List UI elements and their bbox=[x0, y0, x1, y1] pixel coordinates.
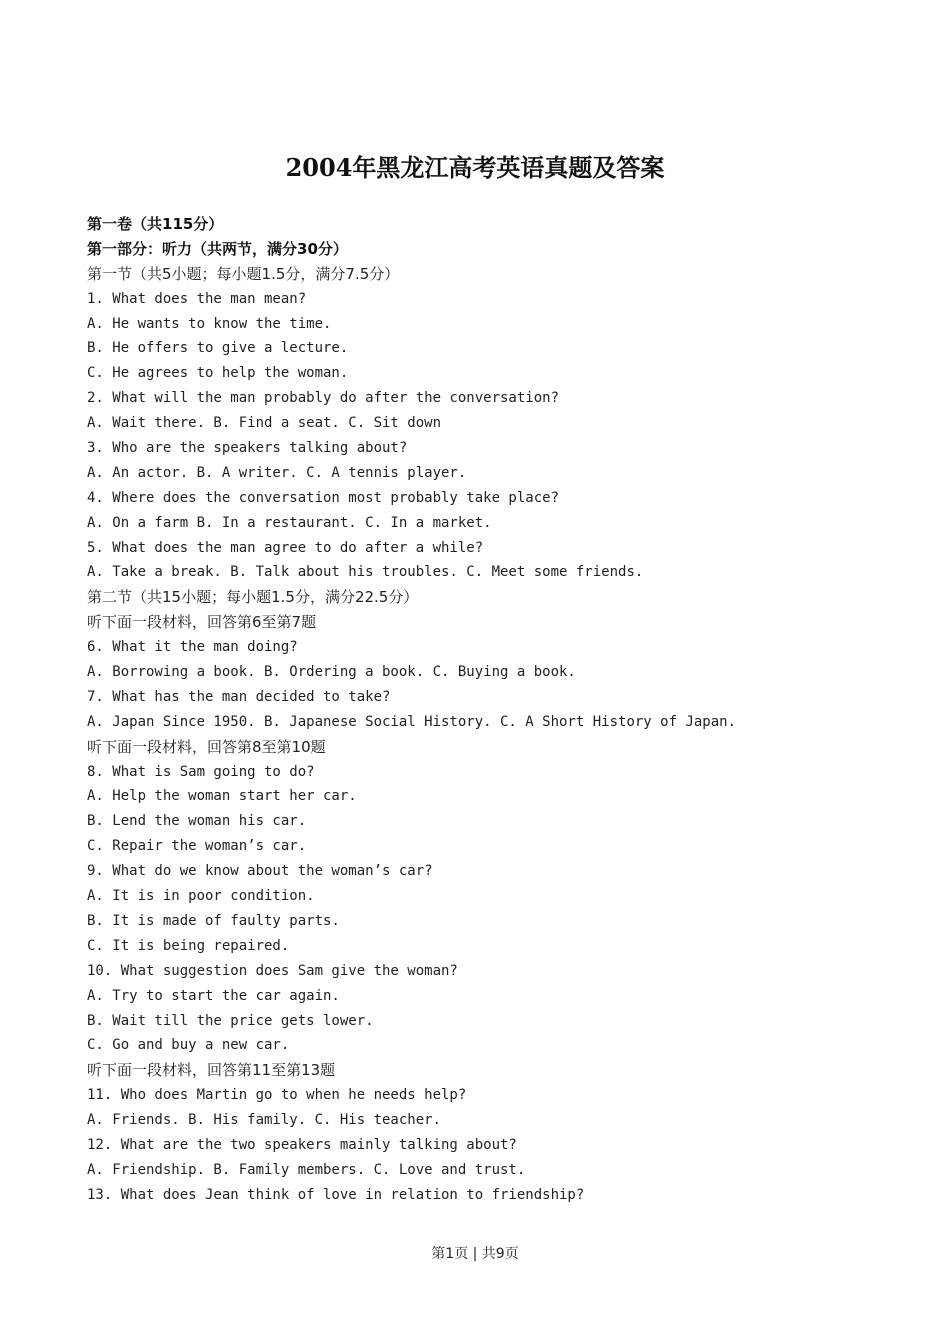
text-line: A. Japan Since 1950. B. Japanese Social History. C. A Short History of Japan. bbox=[87, 713, 737, 730]
text-line: A. Borrowing a book. B. Ordering a book. C. Buying a book. bbox=[87, 664, 576, 681]
section-heading: 第一部分：听力（共两节，满分30分） bbox=[87, 239, 348, 258]
text-line: 7. What has the man decided to take? bbox=[87, 688, 391, 705]
text-line: A. On a farm B. In a restaurant. C. In a market. bbox=[87, 514, 492, 531]
text-line: 8. What is Sam going to do? bbox=[87, 763, 315, 780]
section-heading: 听下面一段材料，回答第8至第10题 bbox=[87, 737, 326, 756]
text-line: 13. What does Jean think of love in relation to friendship? bbox=[87, 1186, 585, 1203]
text-line: C. He agrees to help the woman. bbox=[87, 365, 349, 382]
section-heading: 听下面一段材料，回答第11至第13题 bbox=[87, 1061, 336, 1080]
text-line: 9. What do we know about the woman’s car? bbox=[87, 863, 433, 880]
section-heading: 第一卷（共115分） bbox=[87, 215, 224, 233]
text-line: A. Take a break. B. Talk about his troubles. C. Meet some friends. bbox=[87, 564, 644, 581]
text-line: 12. What are the two speakers mainly talking about? bbox=[87, 1136, 517, 1153]
document-body bbox=[87, 212, 877, 1208]
text-line: A. Friendship. B. Family members. C. Love and trust. bbox=[87, 1161, 526, 1178]
text-line: B. Lend the woman his car. bbox=[87, 813, 307, 830]
text-line: 3. Who are the speakers talking about? bbox=[87, 440, 408, 457]
text-line: A. An actor. B. A writer. C. A tennis player. bbox=[87, 464, 467, 481]
text-line: A. It is in poor condition. bbox=[87, 888, 315, 905]
section-heading: 第一节（共5小题；每小题1.5分，满分7.5分） bbox=[87, 264, 400, 283]
page-footer: 第1页 | 共9页 bbox=[431, 1246, 519, 1262]
text-line: B. He offers to give a lecture. bbox=[87, 340, 349, 357]
text-line: B. Wait till the price gets lower. bbox=[87, 1012, 374, 1029]
text-line: A. Help the woman start her car. bbox=[87, 788, 357, 805]
text-line: A. Friends. B. His family. C. His teacher. bbox=[87, 1112, 442, 1129]
text-line: 6. What it the man doing? bbox=[87, 639, 298, 656]
document-title: 2004年黑龙江高考英语真题及答案 bbox=[285, 153, 665, 182]
section-heading: 第二节（共15小题；每小题1.5分，满分22.5分） bbox=[87, 588, 419, 607]
text-line: 5. What does the man agree to do after a while? bbox=[87, 539, 484, 556]
text-line: A. He wants to know the time. bbox=[87, 315, 332, 332]
text-line: A. Wait there. B. Find a seat. C. Sit down bbox=[87, 415, 442, 432]
text-line: C. Go and buy a new car. bbox=[87, 1037, 290, 1054]
text-line: B. It is made of faulty parts. bbox=[87, 912, 340, 929]
text-line: C. It is being repaired. bbox=[87, 937, 290, 954]
text-line: 11. Who does Martin go to when he needs help? bbox=[87, 1087, 467, 1104]
text-line: 4. Where does the conversation most probably take place? bbox=[87, 489, 560, 506]
text-line: 10. What suggestion does Sam give the woman? bbox=[87, 962, 458, 979]
text-line: 1. What does the man mean? bbox=[87, 290, 307, 307]
text-line: C. Repair the woman’s car. bbox=[87, 838, 307, 855]
text-line: 2. What will the man probably do after the conversation? bbox=[87, 390, 560, 407]
section-heading: 听下面一段材料，回答第6至第7题 bbox=[87, 613, 317, 632]
text-line: A. Try to start the car again. bbox=[87, 987, 340, 1004]
